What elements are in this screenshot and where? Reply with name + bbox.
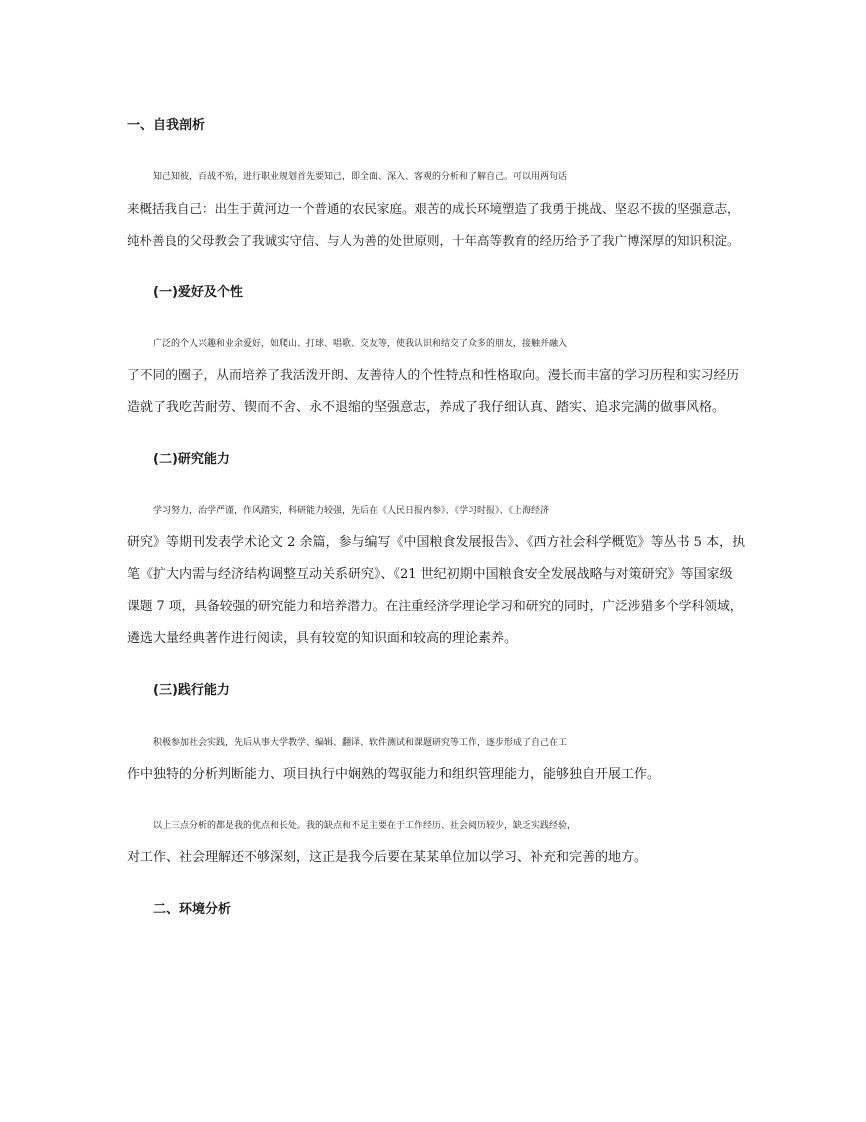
subheading-hobbies-personality: (一)爱好及个性: [153, 285, 243, 300]
text-line: 知己知彼，百战不殆，进行职业规划首先要知己，即全面、深入、客观的分析和了解自己。可以用两句话: [153, 172, 568, 182]
subheading-research-ability: (二)研究能力: [153, 452, 230, 467]
text-line: 学习努力，治学严谨，作风踏实，科研能力较强，先后在《人民日报内参》、《学习时报》、《上海经济: [153, 506, 550, 516]
text-line: 以上三点分析的都是我的优点和长处。我的缺点和不足主要在于工作经历、社会阅历较少，缺乏实践经验，: [153, 821, 577, 831]
section-heading-self-analysis: 一、自我剖析: [127, 118, 206, 133]
paragraph-summary: [127, 810, 747, 874]
text-line: 笔《扩大内需与经济结构调整互动关系研究》、《21 世纪初期中国粮食安全发展战略与对策研究》等国家级: [127, 567, 733, 582]
text-line: 广泛的个人兴趣和业余爱好，如爬山、打球、唱歌、交友等，使我认识和结交了众多的朋友，接触并融入: [153, 339, 568, 349]
text-line: 了不同的圈子，从而培养了我活泼开朗、友善待人的个性特点和性格取向。漫长而丰富的学习历程和实习经历: [127, 368, 739, 383]
text-line: 课题 7 项，具备较强的研究能力和培养潜力。在注重经济学理论学习和研究的同时，广泛涉猎多个学科领域，: [127, 599, 743, 614]
text-line: 遴选大量经典著作进行阅读，具有较宽的知识面和较高的理论素养。: [127, 631, 518, 646]
paragraph-hobbies-personality: [127, 328, 747, 424]
paragraph-practice-ability: [127, 727, 747, 791]
text-line: 造就了我吃苦耐劳、锲而不舍、永不退缩的坚强意志，养成了我仔细认真、踏实、追求完满的做事风格。: [127, 400, 726, 415]
text-line: 来概括我自己：出生于黄河边一个普通的农民家庭。艰苦的成长环境塑造了我勇于挑战、坚忍不拔的坚强意志，: [127, 201, 740, 216]
paragraph-self-intro: [127, 161, 747, 257]
text-line: 研究》等期刊发表学术论文 2 余篇，参与编写《中国粮食发展报告》、《西方社会科学概览》等丛书 5 本，执: [127, 535, 746, 550]
subheading-practice-ability: (三)践行能力: [153, 683, 230, 698]
section-heading-environment-analysis: 二、环境分析: [153, 902, 232, 917]
text-line: 积极参加社会实践，先后从事大学教学、编辑、翻译、软件测试和课题研究等工作，逐步形成了自己在工: [153, 738, 568, 748]
text-line: 作中独特的分析判断能力、项目执行中娴熟的驾驭能力和组织管理能力，能够独自开展工作。: [127, 767, 661, 782]
text-line: 对工作、社会理解还不够深刻，这正是我今后要在某某单位加以学习、补充和完善的地方。: [127, 850, 648, 865]
paragraph-research-ability: [127, 495, 747, 655]
text-line: 纯朴善良的父母教会了我诚实守信、与人为善的处世原则，十年高等教育的经历给予了我广博深厚的知识积淀。: [127, 233, 740, 248]
